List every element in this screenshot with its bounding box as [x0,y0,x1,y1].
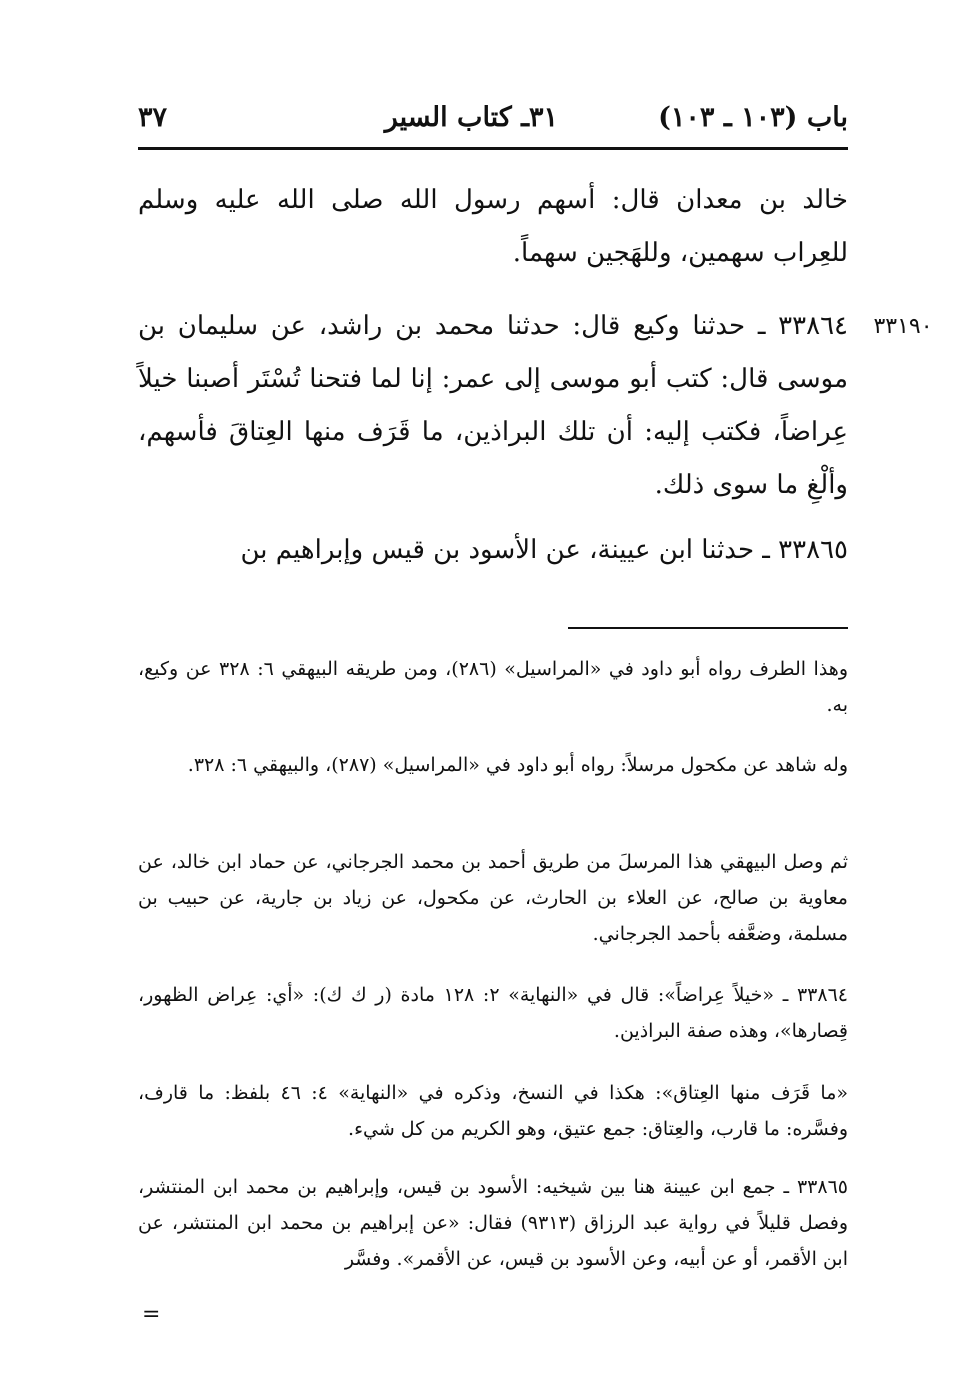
continuation-mark: = [142,1302,161,1327]
book-title: ٣١ـ كتاب السير [384,102,558,133]
footnote: «ما قَرَف منها العِتاق»: هكذا في النسخ، وذكره في «النهاية» ٤: ٤٦ بلفظ: ما قارف، وفسَّره: ما قارب، والعِتاق: جمع عتيق، وهو الكريم من كل شيء. [138,1082,849,1140]
margin-reference-number: ٣٣١٩٠ [873,314,933,339]
footnote: ثم وصل البيهقي هذا المرسلَ من طريق أحمد بن محمد الجرجاني، عن حماد ابن خالد، عن معاوية بن صالح، عن العلاء بن الحارث، عن مكحول، عن زياد بن جارية، عن حبيب بن مسلمة، وضعَّفه بأحمد الجرجاني. [138,851,848,945]
header-rule [138,147,848,150]
main-paragraph-hadith-33864: ٣٣٨٦٤ ـ حدثنا وكيع قال: حدثنا محمد بن راشد، عن سليمان بن موسى قال: كتب أبو موسى إلى عمر: إنا لما فتحنا تُسْتَر أصبنا خيلاً عِراضاً، فكتب إليه: أن تلك البراذين، ما قَرَف منها العِتاقَ فأسهم، وألْغِ ما سوى ذلك. [138,311,848,500]
footnote: وله شاهد عن مكحول مرسلاً: رواه أبو داود في «المراسيل» (٢٨٧)، والبيهقي ٦: ٣٢٨. [187,754,848,776]
footnote: ٣٣٨٦٥ ـ جمع ابن عيينة هنا بين شيخيه: الأسود بن قيس، وإبراهيم بن محمد ابن المنتشر، وفصل قليلاً في رواية عبد الرزاق (٩٣١٣) فقال: «عن إبراهيم بن محمد ابن المنتشر، عن ابن الأقمر، أو عن أبيه، وعن الأسود بن قيس، عن الأقمر». وفسَّر [138,1176,848,1270]
footnote-rule [568,627,848,629]
page-number: ٣٧ [138,102,168,133]
main-paragraph: خالد بن معدان قال: أسهم رسول الله صلى الله عليه وسلم للعِراب سهمين، وللهَجين سهماً. [138,185,848,268]
footnote: وهذا الطرف رواه أبو داود في «المراسيل» (٢٨٦)، ومن طريقه البيهقي ٦: ٣٢٨ عن وكيع، به. [138,658,849,716]
running-header [138,96,848,140]
main-paragraph-hadith-33865: ٣٣٨٦٥ ـ حدثنا ابن عيينة، عن الأسود بن قيس وإبراهيم بن [240,535,848,565]
footnote: ٣٣٨٦٤ ـ «خيلاً عِراضاً»: قال في «النهاية» ٢: ١٢٨ مادة (ر ك ك): «أي: عِراض الظهور، قِصارها»، وهذه صفة البراذين. [138,984,848,1042]
chapter-title: باب (١٠٣ ـ ١٠٣) [658,102,848,133]
